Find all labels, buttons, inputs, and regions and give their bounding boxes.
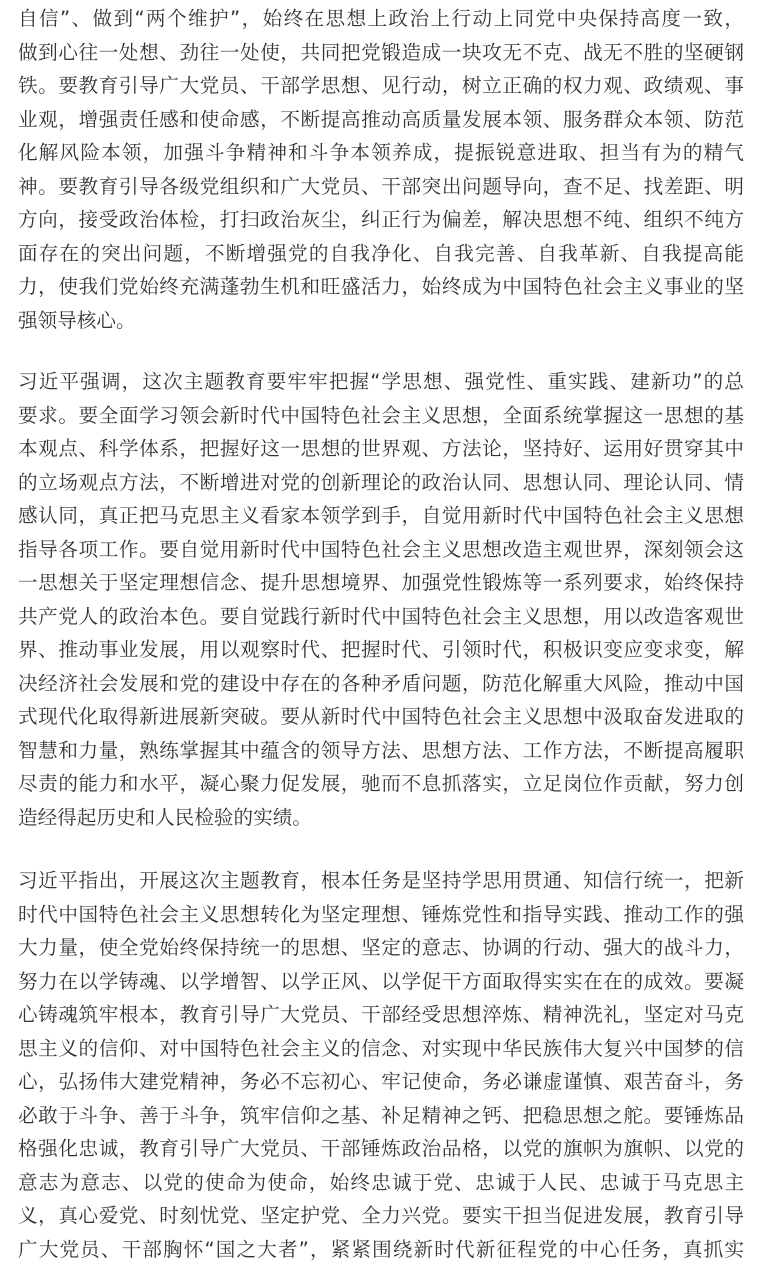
paragraph-1 bbox=[18, 2, 744, 337]
text-line: 思主义的信仰、对中国特色社会主义的信念、对实现中华民族伟大复兴中国梦的信 bbox=[18, 1036, 744, 1060]
text-line: 指导各项工作。要自觉用新时代中国特色社会主义思想改造主观世界，深刻领会这 bbox=[18, 537, 744, 561]
text-line: 力，使我们党始终充满蓬勃生机和旺盛活力，始终成为中国特色社会主义事业的坚 bbox=[18, 275, 744, 298]
text-line: 格强化忠诚，教育引导广大党员、干部锤炼政治品格，以党的旗帜为旗帜、以党的 bbox=[18, 1137, 744, 1160]
text-line: 义，真心爱党、时刻忧党、坚定护党、全力兴党。要实干担当促进发展，教育引导 bbox=[18, 1204, 744, 1227]
text-line: 智慧和力量，熟练掌握其中蕴含的领导方法、思想方法、工作方法，不断提高履职 bbox=[18, 738, 744, 762]
text-line: 面存在的突出问题，不断增强党的自我净化、自我完善、自我革新、自我提高能 bbox=[18, 241, 744, 265]
text-line: 自信”、做到“两个维护”，始终在思想上政治上行动上同党中央保持高度一致， bbox=[18, 7, 744, 30]
text-line: 习近平强调，这次主题教育要牢牢把握“学思想、强党性、重实践、建新功”的总 bbox=[18, 370, 744, 393]
text-line: 的立场观点方法，不断增进对党的创新理论的政治认同、思想认同、理论认同、情 bbox=[18, 470, 744, 494]
text-line: 努力在以学铸魂、以学增智、以学正风、以学促干方面取得实实在在的成效。要凝 bbox=[18, 969, 744, 993]
text-line: 方向，接受政治体检，打扫政治灰尘，纠正行为偏差，解决思想不纯、组织不纯方 bbox=[18, 208, 744, 231]
text-line: 共产党人的政治本色。要自觉践行新时代中国特色社会主义思想，用以改造客观世 bbox=[18, 604, 744, 628]
text-line: 强领导核心。 bbox=[18, 308, 136, 332]
text-line: 界、推动事业发展，用以观察时代、把握时代、引领时代，积极识变应变求变，解 bbox=[18, 638, 744, 661]
text-line: 本观点、科学体系，把握好这一思想的世界观、方法论，坚持好、运用好贯穿其中 bbox=[18, 437, 744, 460]
text-line: 意志为意志、以党的使命为使命，始终忠诚于党、忠诚于人民、忠诚于马克思主 bbox=[18, 1170, 744, 1194]
text-line: 广大党员、干部胸怀“国之大者”，紧紧围绕新时代新征程党的中心任务，真抓实 bbox=[18, 1237, 744, 1261]
text-line: 心铸魂筑牢根本，教育引导广大党员、干部经受思想淬炼、精神洗礼，坚定对马克 bbox=[18, 1003, 744, 1026]
paragraph-3 bbox=[18, 864, 744, 1266]
text-line: 大力量，使全党始终保持统一的思想、坚定的意志、协调的行动、强大的战斗力， bbox=[18, 936, 744, 959]
text-line: 业观，增强责任感和使命感，不断提高推动高质量发展本领、服务群众本领、防范 bbox=[18, 107, 744, 131]
text-line: 时代中国特色社会主义思想转化为坚定理想、锤炼党性和指导实践、推动工作的强 bbox=[18, 902, 744, 926]
text-line: 必敢于斗争、善于斗争，筑牢信仰之基、补足精神之钙、把稳思想之舵。要锤炼品 bbox=[18, 1103, 744, 1127]
text-line: 习近平指出，开展这次主题教育，根本任务是坚持学思用贯通、知信行统一，把新 bbox=[18, 869, 744, 892]
text-line: 做到心往一处想、劲往一处使，共同把党锻造成一块攻无不克、战无不胜的坚硬钢 bbox=[18, 40, 744, 64]
paragraph-2 bbox=[18, 365, 744, 834]
text-line: 一思想关于坚定理想信念、提升思想境界、加强党性锻炼等一系列要求，始终保持 bbox=[18, 571, 744, 594]
text-line: 造经得起历史和人民检验的实绩。 bbox=[18, 805, 312, 829]
text-line: 化解风险本领，加强斗争精神和斗争本领养成，提振锐意进取、担当有为的精气 bbox=[18, 141, 744, 164]
text-line: 要求。要全面学习领会新时代中国特色社会主义思想，全面系统掌握这一思想的基 bbox=[18, 403, 744, 427]
text-line: 神。要教育引导各级党组织和广大党员、干部突出问题导向，查不足、找差距、明 bbox=[18, 174, 744, 198]
text-line: 感认同，真正把马克思主义看家本领学到手，自觉用新时代中国特色社会主义思想 bbox=[18, 504, 744, 527]
text-line: 心，弘扬伟大建党精神，务必不忘初心、牢记使命，务必谦虚谨慎、艰苦奋斗，务 bbox=[18, 1070, 744, 1093]
text-line: 铁。要教育引导广大党员、干部学思想、见行动，树立正确的权力观、政绩观、事 bbox=[18, 74, 744, 97]
text-line: 决经济社会发展和党的建设中存在的各种矛盾问题，防范化解重大风险，推动中国 bbox=[18, 671, 744, 695]
text-line: 尽责的能力和水平，凝心聚力促发展，驰而不息抓落实，立足岗位作贡献，努力创 bbox=[18, 772, 744, 795]
text-line: 式现代化取得新进展新突破。要从新时代中国特色社会主义思想中汲取奋发进取的 bbox=[18, 705, 744, 728]
